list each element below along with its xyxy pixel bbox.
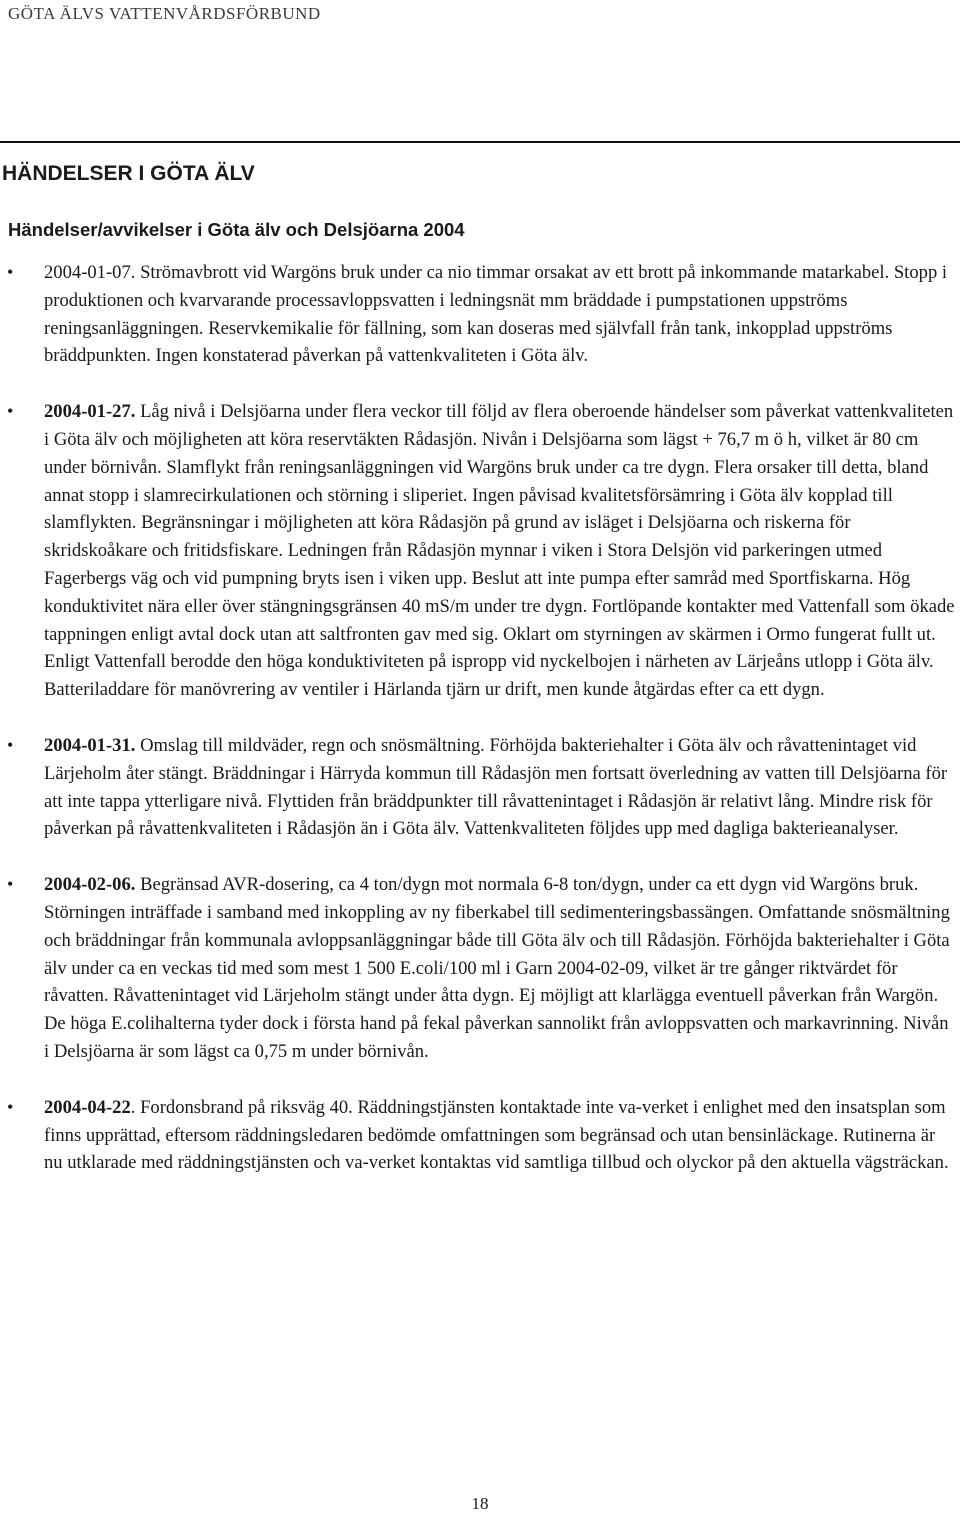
event-date: 2004-01-31. [44, 734, 136, 756]
event-date: 2004-02-06. [44, 874, 136, 896]
section-title: HÄNDELSER I GÖTA ÄLV [2, 162, 255, 185]
event-item [0, 259, 960, 370]
event-text: Omslag till mildväder, regn och snösmältning. Förhöjda bakteriehalter i Göta älv och råvattenintaget vid Lärjeholm åter stängt. Bräddningar i Härryda kommun till Rådasjön men fortsatt överledning av vatten till Delsjöarna för att inte tappa ytterligare nivå. Flyttiden från bräddpunkter till råvattenintaget i Rådasjön är relativt lång. Mindre risk för påverkan på råvattenkvaliteten i Rådasjön än i Göta älv. Vattenkvaliteten följdes upp med dagliga bakterieanalyser. [44, 734, 948, 840]
bullet-icon: • [7, 874, 14, 895]
event-item [0, 398, 960, 704]
event-date: 2004-04-22 [44, 1096, 131, 1118]
bullet-icon: • [7, 401, 14, 422]
bullet-icon: • [7, 734, 14, 755]
event-item [0, 871, 960, 1066]
page-number: 18 [471, 1494, 489, 1513]
event-text: Låg nivå i Delsjöarna under flera veckor till följd av flera oberoende händelser som påverkat vattenkvaliteten i Göta älv och möjligheten att köra reservtäkten Rådasjön. Nivån i Delsjöarna som lägst + 76,7 m ö h, vilket är 80 cm under börnivån. Slamflykt från reningsanläggningen vid Wargöns bruk under ca tre dygn. Flera orsaker till detta, bland annat stopp i slamrecirkulationen och störning i sliperiet. Ingen påvisad kvalitetsförsämring i Göta älv kopplad till slamflykten. Begränsningar i möjligheten att köra Rådasjön på grund av isläget i Delsjöarna och riskerna för skridskoåkare och fritidsfiskare. Ledningen från Rådasjön mynnar i viken i Stora Delsjön vid parkeringen utmed Fagerbergs väg och vid pumpning bryts isen i viken upp. Beslut att inte pumpa efter samråd med Sportfiskarna. Hög konduktivitet nära eller över stängningsgränsen 40 mS/m under tre dygn. Fortlöpande kontakter med Vattenfall som ökade tappningen enligt avtal dock utan att saltfronten gav med sig. Oklart om styrningen av skärmen i Ormo fungerat fullt ut. Enligt Vattenfall berodde den höga konduktiviteten på ispropp vid nyckelbojen i närheten av Lärjeåns utlopp i Göta älv. Batteriladdare för manövrering av ventiler i Härlanda tjärn ur drift, men kunde åtgärdas efter ca ett dygn. [44, 401, 955, 701]
section-subtitle: Händelser/avvikelser i Göta älv och Delsjöarna 2004 [8, 219, 465, 240]
event-list [0, 259, 960, 1205]
page-header-organization: GÖTA ÄLVS VATTENVÅRDSFÖRBUND [8, 4, 321, 23]
event-text: . Fordonsbrand på riksväg 40. Räddningstjänsten kontaktade inte va-verket i enlighet med den insatsplan som finns upprättad, eftersom räddningsledaren bedömde omfattningen som begränsad och utan bensinläckage. Rutinerna är nu utklarade med räddningstjänsten och va-verket kontaktas vid samtliga tillbud och olyckor på den aktuella vägsträckan. [44, 1096, 949, 1174]
event-item [0, 732, 960, 843]
event-text: Strömavbrott vid Wargöns bruk under ca nio timmar orsakat av ett brott på inkommande matarkabel. Stopp i produktionen och kvarvarande processavloppsvatten i ledningsnät mm bräddade i pumpstationen uppströms reningsanläggningen. Reservkemikalie för fällning, som kan doseras med självfall från tank, inkopplad uppströms bräddpunkten. Ingen konstaterad påverkan på vattenkvaliteten i Göta älv. [44, 262, 948, 367]
bullet-icon: • [7, 262, 14, 282]
event-text: Begränsad AVR-dosering, ca 4 ton/dygn mot normala 6-8 ton/dygn, under ca ett dygn vid Wargöns bruk. Störningen inträffade i samband med inkoppling av ny fiberkabel till sedimenteringsbassängen. Omfattande snösmältning och bräddningar från kommunala avloppsanläggningar både till Göta älv och till Rådasjön. Förhöjda bakteriehalter i Göta älv under ca en veckas tid med som mest 1 500 E.coli/100 ml i Garn 2004-02-09, vilket är tre gånger riktvärdet för råvatten. Råvattenintaget vid Lärjeholm stängt under åtta dygn. Ej möjligt att klarlägga eventuell påverkan från Wargön. De höga E.colihalterna tyder dock i första hand på fekal påverkan sannolikt från avloppsvatten och markavrinning. Nivån i Delsjöarna är som lägst ca 0,75 m under börnivån. [44, 874, 950, 1062]
event-date: 2004-01-27. [44, 401, 136, 423]
bullet-icon: • [7, 1096, 14, 1117]
header-rule [0, 141, 960, 143]
event-item [0, 1094, 960, 1177]
event-date: 2004-01-07. [44, 262, 136, 283]
